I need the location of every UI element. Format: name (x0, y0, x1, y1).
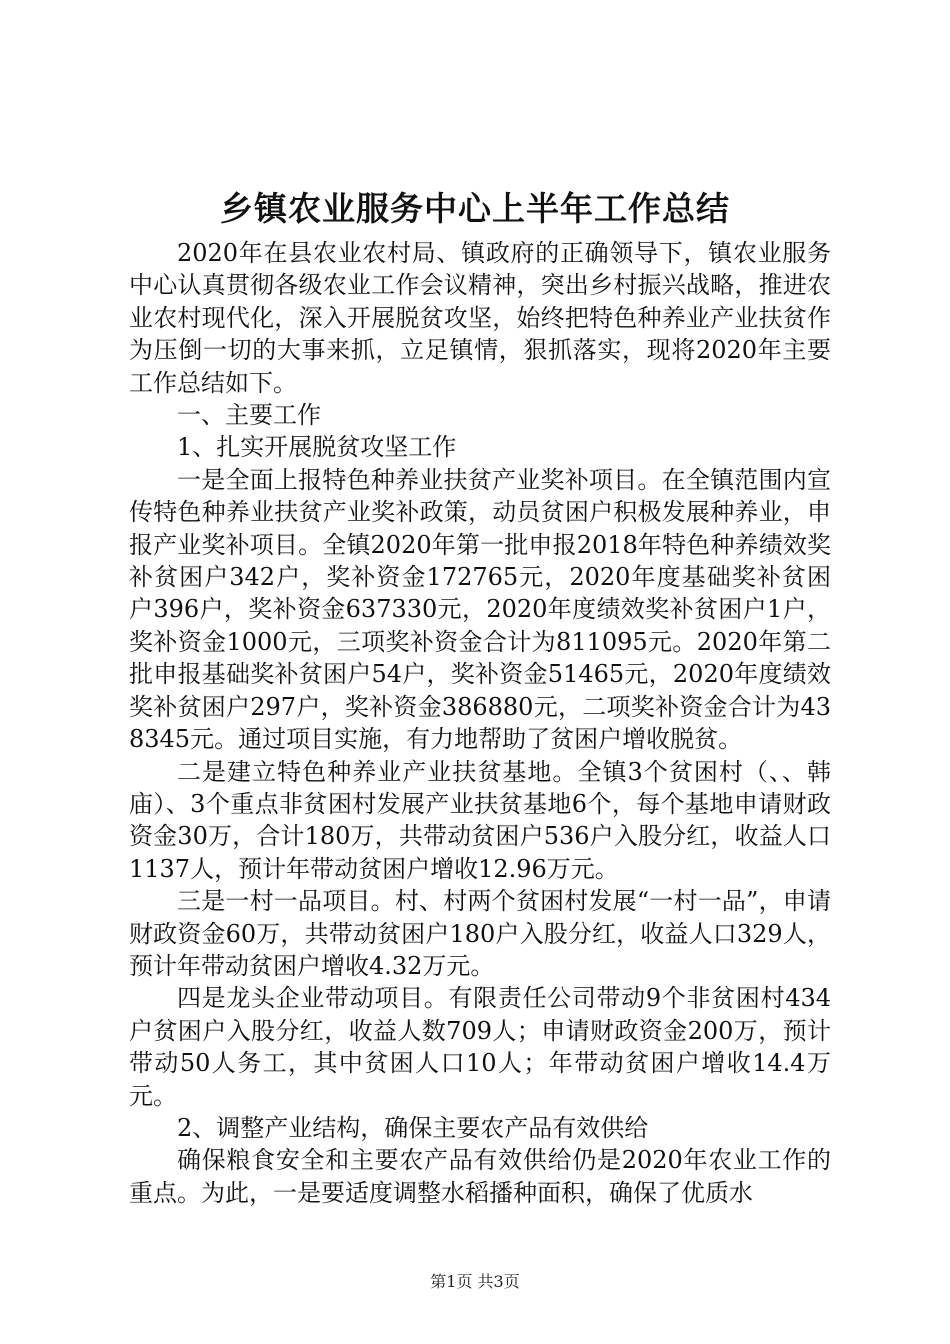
subsection-heading-poverty: 1、扎实开展脱贫攻坚工作 (177, 433, 457, 462)
paragraph-poverty-bases: 二是建立特色种养业产业扶贫基地。全镇3个贫困村（、、韩庙）、3个重点非贫困村发展产业扶贫基地6个，每个基地申请财政资金30万，合计180万，共带动贫困户536户入股分红，收益人口1137人，预计年带动贫困户增收12.96万元。 (129, 757, 831, 883)
page-footer: 第1页 共3页 (430, 1272, 520, 1291)
intro-paragraph: 2020年在县农业农村局、镇政府的正确领导下，镇农业服务中心认真贯彻各级农业工作会议精神，突出乡村振兴战略，推进农业农村现代化，深入开展脱贫攻坚，始终把特色种养业产业扶贫作为压倒一切的大事来抓，立足镇情，狠抓落实，现将2020年主要工作总结如下。 (129, 239, 831, 397)
paragraph-leading-enterprise: 四是龙头企业带动项目。有限责任公司带动9个非贫困村434户贫困户入股分红，收益人数709人；申请财政资金200万，预计带动50人务工，其中贫困人口10人；年带动贫困户增收14.4万元。 (129, 984, 831, 1110)
section-heading-main-work: 一、主要工作 (177, 401, 321, 430)
paragraph-food-security: 确保粮食安全和主要农产品有效供给仍是2020年农业工作的重点。为此，一是要适度调整水稻播种面积，确保了优质水 (129, 1146, 831, 1207)
document-body (129, 237, 831, 1209)
paragraph-subsidy-projects: 一是全面上报特色种养业扶贫产业奖补项目。在全镇范围内宣传特色种养业扶贫产业奖补政策，动员贫困户积极发展种养业，申报产业奖补项目。全镇2020年第一批申报2018年特色种养绩效奖补贫困户342户，奖补资金172765元，2020年度基础奖补贫困户396户，奖补资金637330元，2020年度绩效奖补贫困户1户，奖补资金1000元，三项奖补资金合计为811095元。2020年第二批申报基础奖补贫困户54户，奖补资金51465元，2020年度绩效奖补贫困户297户，奖补资金386880元，二项奖补资金合计为438345元。通过项目实施，有力地帮助了贫困户增收脱贫。 (129, 465, 831, 754)
document-title: 乡镇农业服务中心上半年工作总结 (220, 189, 730, 228)
subsection-heading-industry: 2、调整产业结构，确保主要农产品有效供给 (177, 1113, 649, 1142)
paragraph-one-village-one-product: 三是一村一品项目。村、村两个贫困村发展“一村一品”，申请财政资金60万，共带动贫困户180户入股分红，收益人口329人，预计年带动贫困户增收4.32万元。 (129, 887, 831, 980)
